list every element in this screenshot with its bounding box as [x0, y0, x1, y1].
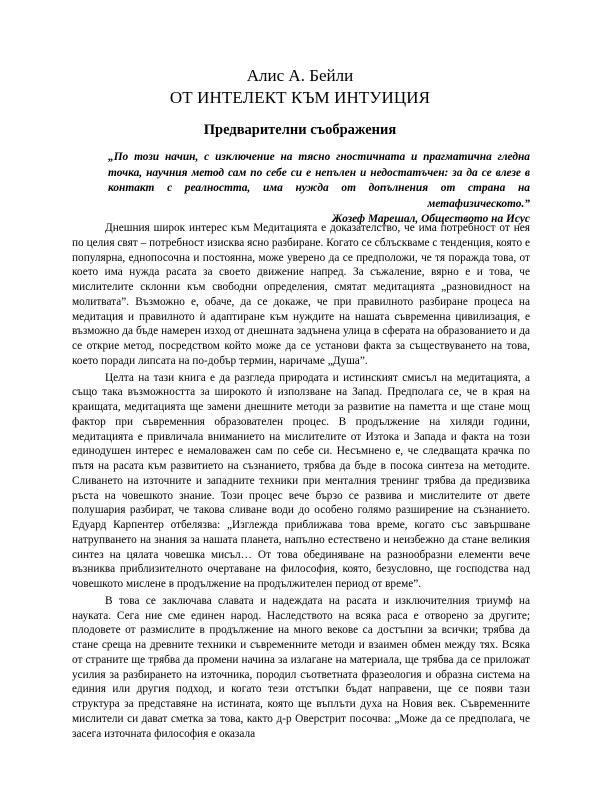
book-title: ОТ ИНТЕЛЕКТ КЪМ ИНТУИЦИЯ — [169, 88, 431, 107]
body-paragraph-2: Целта на тази книга е да разгледа природата и истинският смисъл на медитацията, а също така възможността за широкото ѝ използване на Запад. Предполага се, че в края на краищата, медитацията ще замени днешните методи за развитие на паметта и ще стане мощ фактор при съвременния образователен процес. В продължение на хиляди години, медитацията е привличала вниманието на мислителите от Изтока и Запада и факта на този единодушен интерес е немаловажен сам по себе си. Несъмнено е, че следващата крачка по пътя на расата към развитието на съзнанието, трябва да бъде в посока синтеза на методите. Сливането на източните и западните техники при менталния тренинг трябва да предизвика ръста на човешкото знание. Този процес вече бързо се развива и мислителите от двете полушария разбират, че такова сливане води до особено голямо разширение на съзнанието. Едуард Карпентер отбелязва: „Изглежда приближава това време, когато със завършване натрупването на знания за нашата планета, напълно естествено и неизбежно да стане великия синтез на цялата човешка мисъл… От това обединяване на разнообразни елементи вече възниква приблизителното очертаване на философия, която, безусловно, ще господства над човешкото мислене в продължение на продължителен период от време”. — [72, 371, 530, 590]
body-text — [72, 221, 530, 741]
author-name: Алис А. Бейли — [246, 66, 354, 85]
body-paragraph-3: В това се заключава славата и надеждата на расата и изключителния триумф на науката. Сега ние сме единен народ. Наследството на всяка раса е отворено за другите; плодовете от размислите в продължение на много векове са достъпни за всички; трябва да стане среща на древните техники и съвременните методи и взаимен обмен между тях. Всяка от страните ще трябва да промени начина за излагане на материала, ще трябва да се приложат усилия за разбирането на източника, породил съответната фразеология и образна система на единия или другия подход, и когато тези отстъпки бъдат направени, ще се появи тази структура за представяне на истината, която ще въплъти духа на Новия век. Съвременните мислители си дават сметка за това, както д-р Оверстрит посочва: „Може да се предполага, че засега източната философия е оказала — [72, 594, 530, 740]
body-paragraph-1: Днешния широк интерес към Медитацията е доказателство, че има потребност от нея по целия свят – потребност изисква ясно разбиране. Когато се сблъскваме с тенденция, която е популярна, еднопосочна и постоянна, може уверено да се предположи, че тя поражда това, от което има нужда расата за своето движение напред. За съжаление, вярно е и това, че мислителите склонни към свободни определения, смятат медитацията „разновидност на молитвата”. Възможно е, обаче, да се докаже, че при правилното разбиране процеса на медитация и правилното ѝ адаптиране към нуждите на нашата съвременна цивилизация, е възможно да бъде намерен изход от днешната задънена улица в сферата на образованието и да се открие метод, посредством който може да се установи факта за съществуването на това, което поради липсата на по-добър термин, наричаме „Душа”. — [72, 222, 530, 367]
section-title: Предварителни съображения — [203, 122, 397, 138]
epigraph-quote: „По този начин, с изключение на тясно гностичната и прагматична гледна точка, научния метод сам по себе си е непълен и недостатъчен: за да се влезе в контакт с реалността, има нужда от допълнения от страна на метафизическото.” — [108, 151, 530, 210]
epigraph-attribution: Жозеф Марешал, Обществото на Исус — [331, 213, 530, 226]
epigraph — [108, 150, 530, 228]
